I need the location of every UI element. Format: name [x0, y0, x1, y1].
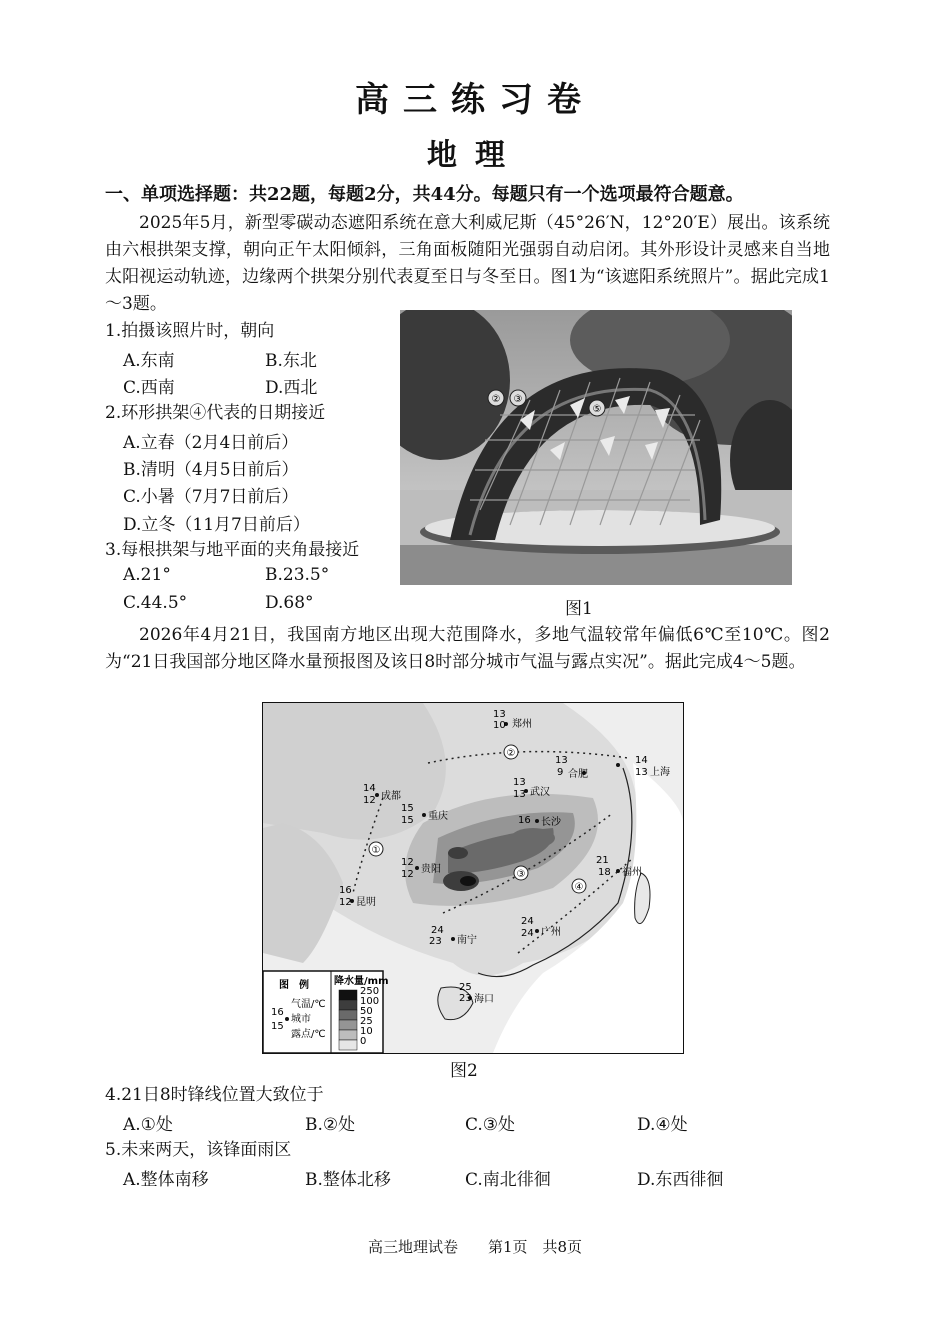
legend-level: 0 — [360, 1036, 367, 1047]
legend-swatch — [339, 1010, 357, 1020]
temp-chengdu: 14 — [363, 783, 376, 794]
temp-fuzhou: 21 — [596, 855, 609, 866]
legend-level: 100 — [360, 996, 380, 1007]
legend-temp-label: 气温/℃ — [291, 999, 326, 1010]
question-4-stem: 4.21日8时锋线位置大致位于 — [105, 1085, 324, 1105]
front-marker-2: ② — [506, 748, 516, 759]
legend-swatch — [339, 990, 357, 1000]
question-2-stem: 2.环形拱架④代表的日期接近 — [105, 403, 326, 423]
page-footer: 高三地理试卷 第1页 共8页 — [367, 1238, 583, 1256]
figure-1-caption: 图1 — [565, 599, 593, 619]
map-legend — [263, 971, 389, 1053]
q4-option-c: C.③处 — [465, 1115, 516, 1135]
dew-hefei: 9 — [557, 767, 564, 778]
city-name-changsha: 长沙 — [541, 817, 561, 828]
dew-guangzhou: 24 — [521, 928, 534, 939]
q1-option-b: B.东北 — [265, 351, 317, 371]
front-marker-3: ③ — [516, 869, 526, 880]
dew-kunming: 12 — [339, 897, 352, 908]
q5-option-d: D.东西徘徊 — [637, 1170, 724, 1190]
q2-option-c: C.小暑（7月7日前后） — [123, 487, 299, 507]
question-3-stem: 3.每根拱架与地平面的夹角最接近 — [105, 540, 360, 560]
photo-marker-2: ② — [491, 394, 501, 405]
temp-zhengzhou: 13 — [493, 709, 506, 720]
figure-1-photo — [400, 310, 792, 585]
q5-option-c: C.南北徘徊 — [465, 1170, 551, 1190]
temp-nanning: 24 — [431, 925, 444, 936]
q3-option-a: A.21° — [123, 565, 171, 585]
legend-dew-label: 露点/℃ — [291, 1029, 326, 1040]
dew-shanghai: 13 — [635, 767, 648, 778]
q3-option-d: D.68° — [265, 593, 314, 613]
dew-haikou: 23 — [459, 993, 472, 1004]
paper-title: 高三练习卷 — [355, 80, 595, 120]
q4-option-d: D.④处 — [637, 1115, 688, 1135]
q1-option-a: A.东南 — [123, 351, 175, 371]
city-name-kunming: 昆明 — [356, 897, 376, 908]
city-name-zhengzhou: 郑州 — [512, 719, 532, 730]
temp-shanghai: 14 — [635, 755, 648, 766]
figure-2-caption: 图2 — [450, 1061, 478, 1081]
legend-sample-dew: 15 — [271, 1021, 284, 1032]
photo-marker-3: ③ — [513, 394, 523, 405]
q2-option-d: D.立冬（11月7日前后） — [123, 515, 310, 535]
question-5-stem: 5.未来两天，该锋面雨区 — [105, 1140, 292, 1160]
material-1: 2025年5月，新型零碳动态遮阳系统在意大利威尼斯（45°26′N，12°20′E）展出。该系统由六根拱架支撑，朝向正午太阳倾斜，三角面板随阳光强弱自动启闭。其外形设计灵感来自当地太阳视运动轨迹，边缘两个拱架分别代表夏至日与冬至日。图1为“该遮阳系统照片”。据此完成1～3题。 — [105, 213, 830, 314]
q3-option-c: C.44.5° — [123, 593, 188, 613]
legend-level: 25 — [360, 1016, 373, 1027]
subject-title: 地理 — [427, 138, 523, 173]
dew-fuzhou: 18 — [598, 867, 611, 878]
q4-option-a: A.①处 — [123, 1115, 173, 1135]
city-name-shanghai: 上海 — [650, 767, 670, 778]
question-1-stem: 1.拍摄该照片时，朝向 — [105, 321, 275, 341]
city-name-guangzhou: 广州 — [541, 927, 561, 938]
legend-level: 250 — [360, 986, 380, 997]
temp-guangzhou: 24 — [521, 916, 534, 927]
q5-option-b: B.整体北移 — [305, 1170, 391, 1190]
legend-title: 图 例 — [279, 980, 309, 991]
temp-kunming: 16 — [339, 885, 352, 896]
legend-level: 50 — [360, 1006, 373, 1017]
q4-option-b: B.②处 — [305, 1115, 356, 1135]
dew-nanning: 23 — [429, 936, 442, 947]
city-name-haikou: 海口 — [474, 994, 494, 1005]
dew-guiyang: 12 — [401, 869, 414, 880]
legend-sample-temp: 16 — [271, 1007, 284, 1018]
city-name-guiyang: 贵阳 — [421, 864, 441, 875]
temp-changsha: 16 — [518, 815, 531, 826]
section-heading: 一、单项选择题：共22题，每题2分，共44分。每题只有一个选项最符合题意。 — [105, 184, 744, 205]
figure-2-map — [262, 702, 684, 1054]
legend-precip-title: 降水量/mm — [334, 976, 389, 987]
q2-option-a: A.立春（2月4日前后） — [123, 433, 299, 453]
temp-hefei: 13 — [555, 755, 568, 766]
material-2: 2026年4月21日，我国南方地区出现大范围降水，多地气温较常年偏低6℃至10℃。图2为“21日我国部分地区降水量预报图及该日8时部分城市气温与露点实况”。据此完成4～5题。 — [105, 625, 830, 672]
temp-guiyang: 12 — [401, 857, 414, 868]
temp-chongqing: 15 — [401, 803, 414, 814]
temp-haikou: 25 — [459, 982, 472, 993]
legend-swatch — [339, 1040, 357, 1050]
front-marker-4: ④ — [574, 882, 584, 893]
city-name-nanning: 南宁 — [457, 935, 477, 946]
q3-option-b: B.23.5° — [265, 565, 330, 585]
city-name-hefei: 合肥 — [568, 769, 588, 780]
legend-swatch — [339, 1000, 357, 1010]
city-name-chongqing: 重庆 — [428, 811, 448, 822]
legend-level: 10 — [360, 1026, 373, 1037]
dew-wuhan: 13 — [513, 789, 526, 800]
front-marker-1: ① — [371, 845, 381, 856]
photo-marker-5: ⑤ — [592, 404, 602, 415]
dew-zhengzhou: 10 — [493, 720, 506, 731]
dew-chengdu: 12 — [363, 795, 376, 806]
q1-option-d: D.西北 — [265, 378, 318, 398]
city-name-wuhan: 武汉 — [530, 787, 550, 798]
city-name-chengdu: 成都 — [381, 791, 401, 802]
dew-chongqing: 15 — [401, 815, 414, 826]
q2-option-b: B.清明（4月5日前后） — [123, 460, 299, 480]
q5-option-a: A.整体南移 — [123, 1170, 209, 1190]
temp-wuhan: 13 — [513, 777, 526, 788]
legend-swatch — [339, 1030, 357, 1040]
legend-swatch — [339, 1020, 357, 1030]
q1-option-c: C.西南 — [123, 378, 175, 398]
city-name-fuzhou: 福州 — [622, 867, 642, 878]
legend-city-label: 城市 — [291, 1014, 311, 1025]
